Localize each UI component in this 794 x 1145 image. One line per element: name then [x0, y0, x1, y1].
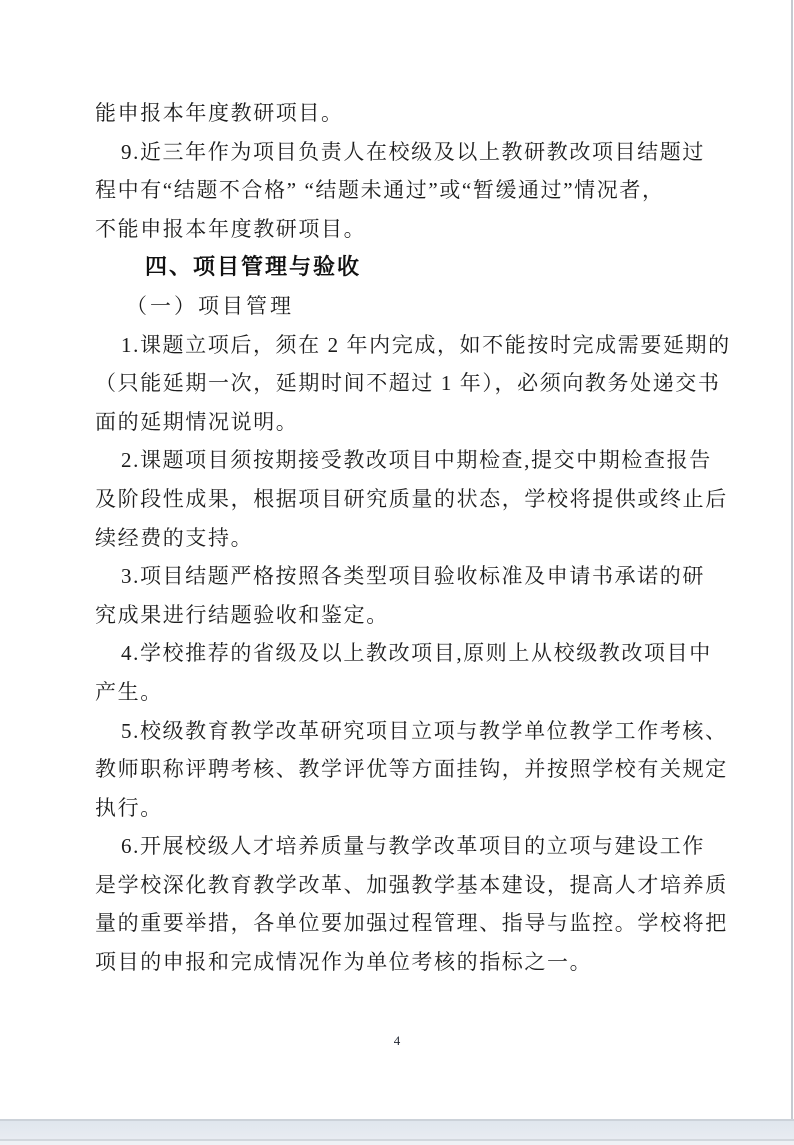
doc-line: 续经费的支持。 — [95, 525, 254, 550]
doc-line: 项目的申报和完成情况作为单位考核的指标之一。 — [95, 950, 593, 975]
doc-line: （只能延期一次，延期时间不超过 1 年），必须向教务处递交书 — [95, 371, 721, 396]
subsection-heading: （一）项目管理 — [126, 293, 294, 318]
doc-line: 2.课题项目须按期接受教改项目中期检查,提交中期检查报告 — [121, 448, 712, 473]
doc-line: 究成果进行结题验收和鉴定。 — [95, 602, 389, 627]
page-number: 4 — [393, 1033, 401, 1048]
doc-line: 3.项目结题严格按照各类型项目验收标准及申请书承诺的研 — [121, 564, 705, 589]
doc-line: 不能申报本年度教研项目。 — [95, 216, 367, 241]
doc-line: 面的延期情况说明。 — [95, 409, 299, 434]
doc-line: 是学校深化教育教学改革、加强教学基本建设，提高人才培养质 — [95, 872, 728, 897]
section-heading: 四、项目管理与验收 — [145, 254, 362, 280]
doc-line: 及阶段性成果，根据项目研究质量的状态，学校将提供或终止后 — [95, 486, 728, 511]
doc-line: 6.开展校级人才培养质量与教学改革项目的立项与建设工作 — [121, 834, 705, 859]
doc-line: 9.近三年作为项目负责人在校级及以上教研教改项目结题过 — [121, 139, 705, 164]
next-page-top-edge — [0, 1139, 794, 1145]
doc-line: 量的重要举措，各单位要加强过程管理、指导与监控。学校将把 — [95, 911, 728, 936]
page-right-edge-line — [791, 0, 793, 1119]
doc-line: 程中有“结题不合格” “结题未通过”或“暂缓通过”情况者， — [95, 178, 665, 203]
doc-line: 1.课题立项后，须在 2 年内完成，如不能按时完成需要延期的 — [121, 332, 731, 357]
page-gap — [0, 1119, 794, 1139]
doc-line: 产生。 — [95, 679, 163, 704]
doc-line: 5.校级教育教学改革研究项目立项与教学单位教学工作考核、 — [121, 718, 728, 743]
doc-line: 教师职称评聘考核、教学评优等方面挂钩，并按照学校有关规定 — [95, 757, 728, 782]
doc-line: 能申报本年度教研项目。 — [95, 101, 344, 125]
document-text-block — [95, 94, 731, 982]
doc-line: 执行。 — [95, 795, 163, 820]
doc-line: 4.学校推荐的省级及以上教改项目,原则上从校级教改项目中 — [121, 641, 712, 666]
